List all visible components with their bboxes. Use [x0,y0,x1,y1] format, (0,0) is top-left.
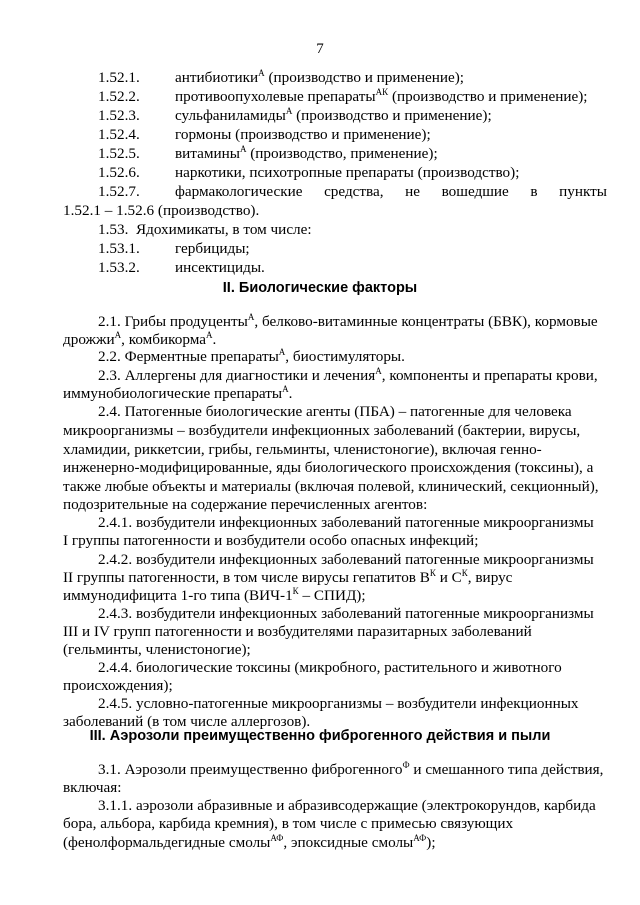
section-title: III. Аэрозоли преимущественно фиброгенного действия и пыли [89,728,551,744]
page-number: 7 [316,41,324,57]
section-title: II. Биологические факторы [222,280,418,296]
